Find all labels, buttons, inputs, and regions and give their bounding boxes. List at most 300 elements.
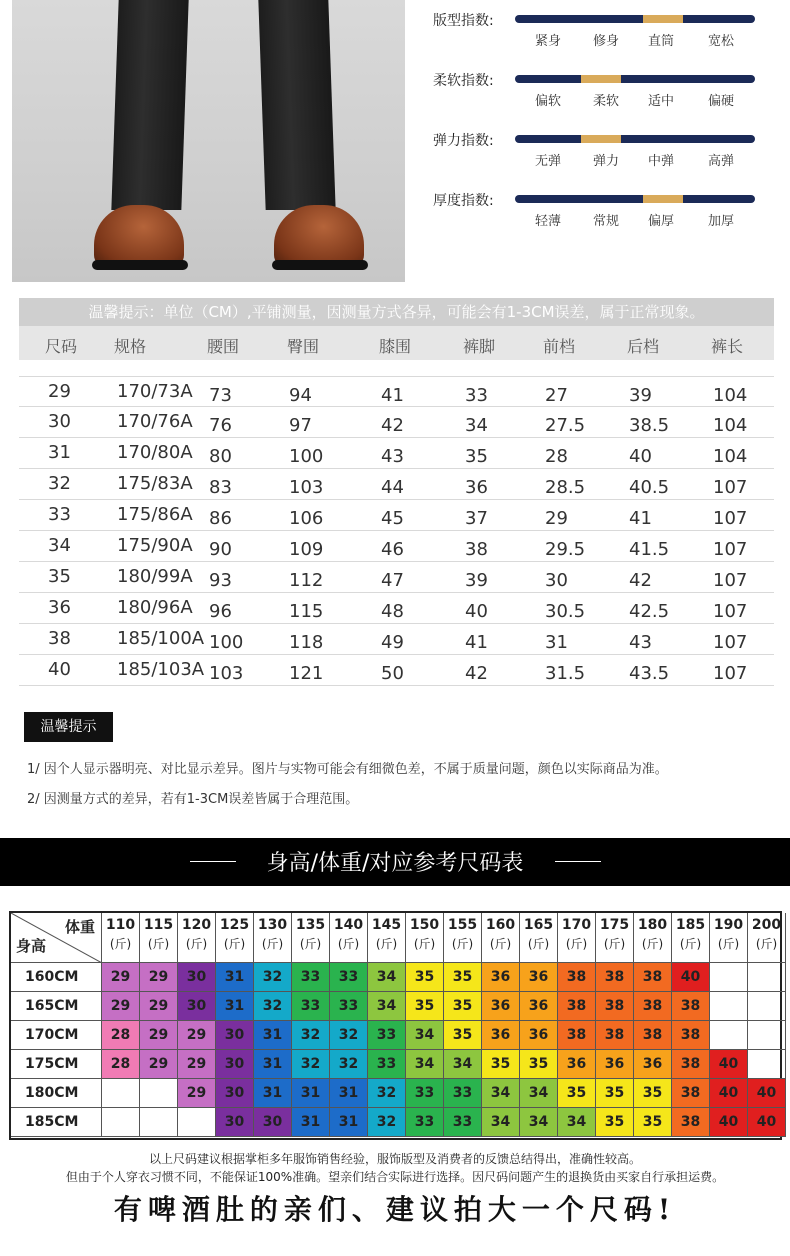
size-table-cell: 107 — [713, 477, 748, 498]
size-table-cell: 104 — [713, 415, 748, 436]
size-table-cell: 42 — [465, 663, 488, 684]
index-title: 弹力指数: — [433, 133, 494, 149]
size-table-cell: 31 — [545, 632, 568, 653]
size-table-cell: 30 — [48, 411, 71, 432]
handwritten-advice: 有啤酒肚的亲们、建议拍大一个尺码! — [113, 1193, 677, 1226]
size-cell: 38 — [596, 992, 634, 1021]
size-cell: 36 — [482, 963, 520, 992]
size-table-cell: 47 — [381, 570, 404, 591]
grid-corner — [11, 913, 102, 963]
size-table-cell: 33 — [465, 385, 488, 406]
size-table-cell: 112 — [289, 570, 324, 591]
size-cell — [102, 1079, 140, 1108]
weight-header — [368, 913, 406, 963]
size-cell: 31 — [254, 1079, 292, 1108]
size-cell: 33 — [444, 1079, 482, 1108]
size-cell: 38 — [596, 1021, 634, 1050]
weight-unit: (斤) — [527, 937, 550, 951]
size-table-cell: 118 — [289, 632, 324, 653]
size-table-cell: 36 — [465, 477, 488, 498]
size-cell: 40 — [710, 1050, 748, 1079]
index-title: 版型指数: — [433, 13, 494, 29]
index-bar — [515, 135, 755, 143]
size-table-cell: 97 — [289, 415, 312, 436]
index-label: 高弹 — [708, 154, 735, 169]
index-title: 厚度指数: — [433, 193, 494, 209]
size-table-cell: 106 — [289, 508, 324, 529]
size-cell: 33 — [368, 1021, 406, 1050]
size-table-cell: 40 — [465, 601, 488, 622]
size-table-cell: 180/96A — [117, 597, 193, 618]
size-table-cell: 170/76A — [117, 411, 193, 432]
trouser-leg-left — [111, 0, 188, 210]
size-table-row — [19, 531, 774, 562]
size-cell: 32 — [330, 1021, 368, 1050]
size-cell: 31 — [216, 992, 254, 1021]
size-table-cell: 93 — [209, 570, 232, 591]
size-table-row — [19, 593, 774, 624]
weight-header — [406, 913, 444, 963]
size-table-header-cell: 后档 — [627, 337, 660, 356]
size-table-header — [19, 326, 774, 360]
weight-value: 185 — [675, 917, 706, 933]
size-table-cell: 32 — [48, 473, 71, 494]
size-cell: 34 — [368, 992, 406, 1021]
weight-value: 145 — [371, 917, 402, 933]
notice-line-1: 1/ 因个人显示器明亮、对比显示差异。图片与实物可能会有细微色差，不属于质量问题，颜色以实际商品为准。 — [27, 762, 668, 777]
index-row — [433, 4, 763, 64]
weight-header — [444, 913, 482, 963]
reference-banner — [0, 838, 790, 886]
index-bar-highlight — [643, 15, 683, 23]
size-cell: 32 — [254, 963, 292, 992]
size-table-cell: 103 — [289, 477, 324, 498]
weight-value: 175 — [599, 917, 630, 933]
size-table-cell: 38 — [48, 628, 71, 649]
size-table-cell: 103 — [209, 663, 244, 684]
size-cell: 35 — [406, 992, 444, 1021]
height-label: 170CM — [11, 1021, 102, 1050]
weight-unit: (斤) — [337, 937, 360, 951]
size-cell: 32 — [368, 1108, 406, 1137]
size-cell: 29 — [178, 1021, 216, 1050]
size-table-cell: 50 — [381, 663, 404, 684]
weight-unit: (斤) — [299, 937, 322, 951]
size-cell — [748, 1021, 786, 1050]
weight-value: 120 — [181, 917, 212, 933]
weight-header — [710, 913, 748, 963]
size-cell: 34 — [482, 1108, 520, 1137]
size-table-cell: 44 — [381, 477, 404, 498]
size-reference-grid — [9, 911, 782, 1140]
size-cell: 29 — [140, 992, 178, 1021]
size-cell: 30 — [178, 992, 216, 1021]
size-cell — [140, 1079, 178, 1108]
size-table-row — [19, 376, 774, 407]
size-table-cell: 43 — [629, 632, 652, 653]
weight-unit: (斤) — [565, 937, 588, 951]
reference-note-1: 以上尺码建议根据掌柜多年服饰销售经验，服饰版型及消费者的反馈总结得出，准确性较高。 — [148, 1152, 641, 1166]
size-table-row — [19, 438, 774, 469]
size-table-cell: 104 — [713, 385, 748, 406]
size-table-cell: 31 — [48, 442, 71, 463]
weight-value: 150 — [409, 917, 440, 933]
weight-unit: (斤) — [413, 937, 436, 951]
index-label: 轻薄 — [535, 214, 562, 229]
size-table-cell: 36 — [48, 597, 71, 618]
weight-header — [254, 913, 292, 963]
index-label: 紧身 — [535, 34, 562, 49]
size-table-cell: 104 — [713, 446, 748, 467]
size-table-cell: 41.5 — [629, 539, 670, 560]
size-cell — [748, 1050, 786, 1079]
size-cell: 36 — [520, 963, 558, 992]
size-cell: 33 — [406, 1079, 444, 1108]
size-table-header-cell: 裤长 — [711, 337, 744, 356]
size-cell: 33 — [444, 1108, 482, 1137]
index-row — [433, 184, 763, 244]
size-table-cell: 170/73A — [117, 381, 193, 402]
size-table-cell: 45 — [381, 508, 404, 529]
size-table-cell: 37 — [465, 508, 488, 529]
height-label: 180CM — [11, 1079, 102, 1108]
size-cell: 35 — [558, 1079, 596, 1108]
size-table-cell: 27.5 — [545, 415, 586, 436]
weight-unit: (斤) — [109, 937, 132, 951]
size-table-cell: 94 — [289, 385, 312, 406]
size-cell: 29 — [102, 963, 140, 992]
size-cell: 38 — [672, 1050, 710, 1079]
weight-unit: (斤) — [147, 937, 170, 951]
size-table-cell: 28.5 — [545, 477, 586, 498]
size-table-row — [19, 407, 774, 438]
weight-header — [748, 913, 786, 963]
sole-right — [272, 260, 368, 270]
index-bar-highlight — [643, 195, 683, 203]
size-table-cell: 40 — [48, 659, 71, 680]
size-cell — [710, 992, 748, 1021]
weight-header — [292, 913, 330, 963]
size-cell: 34 — [558, 1108, 596, 1137]
size-table-header-cell: 腰围 — [207, 337, 240, 356]
reference-note-2: 但由于个人穿衣习惯不同，不能保证100%准确。望亲们结合实际进行选择。因尺码问题产生的退换货由买家自行承担运费。 — [65, 1170, 725, 1184]
weight-header — [558, 913, 596, 963]
weight-value: 190 — [713, 917, 744, 933]
size-cell: 33 — [292, 992, 330, 1021]
weight-header — [672, 913, 710, 963]
weight-unit: (斤) — [641, 937, 664, 951]
size-table-tip: 温馨提示：单位（CM）,平铺测量，因测量方式各异，可能会有1-3CM误差，属于正常现象。 — [19, 298, 774, 326]
index-bar-highlight — [581, 75, 621, 83]
size-table-cell: 42.5 — [629, 601, 670, 622]
size-table-cell: 107 — [713, 663, 748, 684]
size-cell: 31 — [330, 1079, 368, 1108]
size-cell: 31 — [292, 1079, 330, 1108]
size-cell: 29 — [140, 963, 178, 992]
banner-rule-right — [555, 861, 601, 862]
weight-unit: (斤) — [261, 937, 284, 951]
index-label: 常规 — [593, 214, 620, 229]
size-cell: 32 — [330, 1050, 368, 1079]
size-table-header-cell: 裤脚 — [463, 337, 496, 356]
height-label: 160CM — [11, 963, 102, 992]
height-label: 175CM — [11, 1050, 102, 1079]
index-title: 柔软指数: — [433, 73, 494, 89]
size-cell: 38 — [672, 992, 710, 1021]
size-cell: 30 — [216, 1050, 254, 1079]
size-cell: 38 — [672, 1079, 710, 1108]
size-cell: 34 — [482, 1079, 520, 1108]
size-cell: 32 — [254, 992, 292, 1021]
size-cell: 29 — [102, 992, 140, 1021]
weight-value: 180 — [637, 917, 668, 933]
index-row — [433, 124, 763, 184]
size-table-cell: 100 — [209, 632, 244, 653]
size-table-cell: 41 — [629, 508, 652, 529]
size-cell: 33 — [292, 963, 330, 992]
weight-value: 125 — [219, 917, 250, 933]
size-table-row — [19, 624, 774, 655]
size-cell — [748, 963, 786, 992]
size-cell: 35 — [634, 1108, 672, 1137]
index-bar — [515, 15, 755, 23]
weight-unit: (斤) — [679, 937, 702, 951]
size-table-cell: 121 — [289, 663, 324, 684]
size-table-header-cell: 臀围 — [287, 337, 320, 356]
weight-header — [102, 913, 140, 963]
banner-title: 身高/体重/对应参考尺码表 — [266, 851, 524, 876]
size-table-cell: 107 — [713, 601, 748, 622]
size-cell: 38 — [558, 1021, 596, 1050]
size-cell: 38 — [558, 963, 596, 992]
size-table-cell: 48 — [381, 601, 404, 622]
weight-header — [596, 913, 634, 963]
weight-header — [482, 913, 520, 963]
size-table-cell: 35 — [465, 446, 488, 467]
size-cell — [178, 1108, 216, 1137]
size-cell: 36 — [596, 1050, 634, 1079]
size-cell: 29 — [178, 1050, 216, 1079]
size-cell: 34 — [406, 1050, 444, 1079]
size-table-row — [19, 562, 774, 593]
size-cell: 38 — [634, 963, 672, 992]
index-label: 偏硬 — [708, 94, 735, 109]
size-table-cell: 35 — [48, 566, 71, 587]
shoe-right — [274, 205, 364, 267]
size-table-cell: 107 — [713, 632, 748, 653]
index-label: 中弹 — [648, 154, 675, 169]
weight-header — [520, 913, 558, 963]
size-table-cell: 40 — [629, 446, 652, 467]
size-cell: 33 — [368, 1050, 406, 1079]
size-cell: 30 — [216, 1108, 254, 1137]
weight-value: 165 — [523, 917, 554, 933]
size-cell: 35 — [406, 963, 444, 992]
weight-unit: (斤) — [185, 937, 208, 951]
size-table-cell: 38 — [465, 539, 488, 560]
size-cell: 40 — [748, 1108, 786, 1137]
size-cell: 36 — [520, 992, 558, 1021]
weight-value: 155 — [447, 917, 478, 933]
size-cell: 28 — [102, 1050, 140, 1079]
weight-unit: (斤) — [451, 937, 474, 951]
index-label: 无弹 — [535, 154, 562, 169]
shoe-left — [94, 205, 184, 267]
size-table-cell: 41 — [381, 385, 404, 406]
notice-tag: 温馨提示 — [24, 712, 113, 742]
size-cell: 35 — [634, 1079, 672, 1108]
size-cell: 35 — [596, 1108, 634, 1137]
size-cell: 32 — [292, 1021, 330, 1050]
size-table-cell: 39 — [629, 385, 652, 406]
size-table-cell: 96 — [209, 601, 232, 622]
product-photo — [12, 0, 405, 282]
size-cell: 40 — [748, 1079, 786, 1108]
size-table-cell: 115 — [289, 601, 324, 622]
index-label: 偏软 — [535, 94, 562, 109]
weight-value: 130 — [257, 917, 288, 933]
size-cell: 38 — [596, 963, 634, 992]
size-table-cell: 39 — [465, 570, 488, 591]
size-table-cell: 73 — [209, 385, 232, 406]
size-table-cell: 49 — [381, 632, 404, 653]
trouser-leg-right — [258, 0, 335, 210]
weight-header — [140, 913, 178, 963]
size-cell: 31 — [216, 963, 254, 992]
size-cell: 31 — [330, 1108, 368, 1137]
size-cell: 34 — [444, 1050, 482, 1079]
size-table-row — [19, 500, 774, 531]
index-label: 加厚 — [708, 214, 735, 229]
index-bar — [515, 75, 755, 83]
size-table-cell: 29 — [545, 508, 568, 529]
size-table-cell: 175/86A — [117, 504, 193, 525]
size-cell: 35 — [444, 963, 482, 992]
size-cell: 36 — [558, 1050, 596, 1079]
size-table-cell: 86 — [209, 508, 232, 529]
weight-unit: (斤) — [755, 937, 778, 951]
size-cell: 31 — [254, 1021, 292, 1050]
index-label: 偏厚 — [648, 214, 675, 229]
size-cell: 38 — [634, 992, 672, 1021]
index-label: 适中 — [648, 94, 675, 109]
size-table-cell: 41 — [465, 632, 488, 653]
grid-corner-weight-label: 体重 — [64, 918, 95, 936]
size-cell: 29 — [140, 1050, 178, 1079]
size-cell — [748, 992, 786, 1021]
weight-value: 170 — [561, 917, 592, 933]
size-cell: 31 — [254, 1050, 292, 1079]
size-table-cell: 185/103A — [117, 659, 205, 680]
size-table-header-cell: 前档 — [543, 337, 576, 356]
size-table-cell: 185/100A — [117, 628, 205, 649]
size-cell: 34 — [520, 1108, 558, 1137]
size-table-cell: 29.5 — [545, 539, 586, 560]
size-cell: 38 — [634, 1021, 672, 1050]
weight-value: 140 — [333, 917, 364, 933]
size-table-cell: 31.5 — [545, 663, 586, 684]
size-table-cell: 38.5 — [629, 415, 670, 436]
weight-header — [634, 913, 672, 963]
size-table-cell: 109 — [289, 539, 324, 560]
size-cell: 34 — [520, 1079, 558, 1108]
size-table-cell: 107 — [713, 570, 748, 591]
size-cell: 35 — [482, 1050, 520, 1079]
size-table-header-cell: 尺码 — [45, 337, 78, 356]
weight-value: 160 — [485, 917, 516, 933]
size-cell: 34 — [406, 1021, 444, 1050]
size-table-cell: 42 — [629, 570, 652, 591]
size-cell: 30 — [254, 1108, 292, 1137]
size-table-cell: 107 — [713, 508, 748, 529]
size-cell: 29 — [178, 1079, 216, 1108]
weight-unit: (斤) — [717, 937, 740, 951]
size-table-cell: 90 — [209, 539, 232, 560]
size-table-cell: 107 — [713, 539, 748, 560]
size-cell: 33 — [330, 992, 368, 1021]
size-table-cell: 30 — [545, 570, 568, 591]
weight-value: 115 — [143, 917, 174, 933]
size-cell: 35 — [444, 1021, 482, 1050]
size-cell: 30 — [216, 1079, 254, 1108]
weight-unit: (斤) — [223, 937, 246, 951]
weight-value: 135 — [295, 917, 326, 933]
index-bar-highlight — [581, 135, 621, 143]
size-cell: 30 — [178, 963, 216, 992]
size-table-cell: 40.5 — [629, 477, 670, 498]
size-cell: 38 — [672, 1108, 710, 1137]
size-cell — [710, 963, 748, 992]
weight-header — [216, 913, 254, 963]
weight-header — [330, 913, 368, 963]
size-table-row — [19, 655, 774, 686]
size-cell: 36 — [482, 1021, 520, 1050]
size-cell: 28 — [102, 1021, 140, 1050]
size-table-cell: 180/99A — [117, 566, 193, 587]
weight-unit: (斤) — [489, 937, 512, 951]
size-cell: 35 — [520, 1050, 558, 1079]
size-cell: 29 — [140, 1021, 178, 1050]
size-table-cell: 34 — [465, 415, 488, 436]
size-table-cell: 33 — [48, 504, 71, 525]
size-cell: 33 — [406, 1108, 444, 1137]
size-table-cell: 43.5 — [629, 663, 670, 684]
index-label: 宽松 — [708, 34, 735, 49]
height-label: 185CM — [11, 1108, 102, 1137]
index-row — [433, 64, 763, 124]
size-cell — [710, 1021, 748, 1050]
index-label: 直筒 — [648, 34, 675, 49]
size-cell: 31 — [292, 1108, 330, 1137]
size-cell: 40 — [710, 1108, 748, 1137]
size-cell: 35 — [444, 992, 482, 1021]
height-label: 165CM — [11, 992, 102, 1021]
weight-unit: (斤) — [375, 937, 398, 951]
index-label: 柔软 — [593, 94, 620, 109]
size-cell: 40 — [710, 1079, 748, 1108]
size-table-cell: 46 — [381, 539, 404, 560]
size-table-cell: 80 — [209, 446, 232, 467]
size-cell: 36 — [520, 1021, 558, 1050]
grid-corner-height-label: 身高 — [16, 937, 47, 955]
size-cell: 36 — [482, 992, 520, 1021]
size-table-header-cell: 膝围 — [379, 337, 412, 356]
notice-line-2: 2/ 因测量方式的差异，若有1-3CM误差皆属于合理范围。 — [27, 792, 359, 807]
size-cell: 35 — [596, 1079, 634, 1108]
size-table-cell: 29 — [48, 381, 71, 402]
weight-value: 110 — [105, 917, 136, 933]
index-bar — [515, 195, 755, 203]
